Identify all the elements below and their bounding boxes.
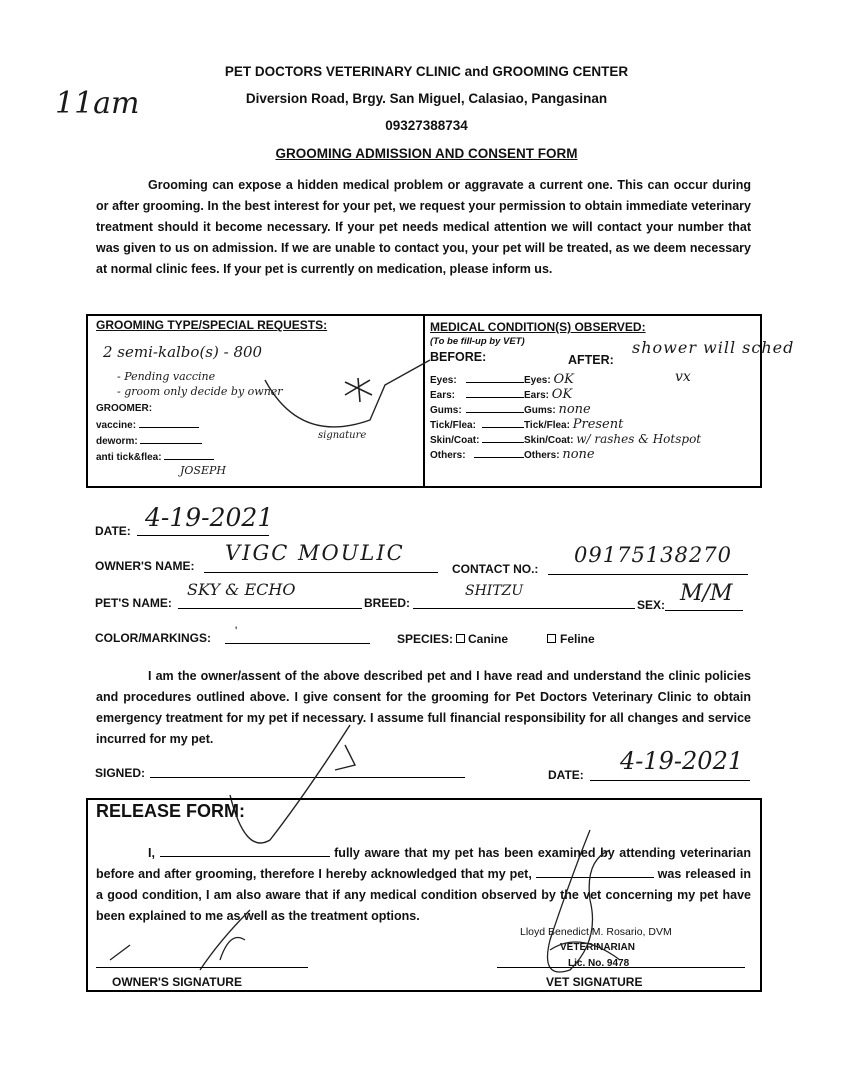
medical-row: Others: Others: none [430, 447, 595, 462]
owner-signature-scribble [100, 900, 260, 980]
deworm-label: deworm: [96, 436, 202, 447]
feline-checkbox[interactable] [547, 634, 556, 643]
breed-value: SHITZU [465, 583, 524, 599]
breed-line [413, 608, 635, 609]
canine-checkbox[interactable] [456, 634, 465, 643]
sex-label: SEX: [637, 598, 666, 612]
medical-row: Skin/Coat: Skin/Coat: w/ rashes & Hotspot [430, 432, 702, 446]
before-label: BEFORE: [430, 350, 487, 364]
contact-line [548, 574, 748, 575]
form-title: GROOMING ADMISSION AND CONSENT FORM [275, 146, 578, 161]
release-title: RELEASE FORM: [96, 801, 246, 821]
grooming-type-title: GROOMING TYPE/SPECIAL REQUESTS: [96, 318, 328, 332]
margin-time-note: 11am [55, 86, 140, 121]
species-label: SPECIES: Canine [397, 632, 509, 646]
date-line [137, 535, 269, 536]
medical-rows [430, 372, 760, 462]
consent-paragraph: I am the owner/assent of the above described pet and I have read and understand the clinic policies and procedures outlined above. I give consent for the grooming for Pet Doctors Veterinary Clinic to obtain emergency treatment for my pet if necessary. I assume full financial responsibility for all changes and service incurred for my pet. [96, 669, 751, 746]
owner-signature-line [96, 967, 308, 968]
after-handwritten-note: shower will sched [632, 338, 795, 357]
owner-signature-label: OWNER'S SIGNATURE [112, 975, 242, 989]
grooming-signature-note: signature [318, 430, 367, 441]
contact-value: 09175138270 [574, 543, 732, 567]
groomer-handwritten: JOSEPH [180, 464, 226, 477]
vet-license: Lic. No. 9478 [568, 958, 630, 969]
medical-title: MEDICAL CONDITION(S) OBSERVED: [430, 320, 646, 334]
color-line [225, 643, 370, 644]
canine-label: Canine [468, 632, 509, 646]
release-text: I, fully aware that my pet has been examined by attending veterinarian before and after grooming, therefore I hereby acknowledged that my pet, was released in a good condition, I am also aware that if any medical condition observed by the vet concerning my pet have been explained to me as well as the treatment options. [96, 846, 751, 923]
medical-row: Gums: Gums: none [430, 402, 591, 417]
others-value: none [562, 447, 595, 462]
after-label: AFTER: [568, 353, 614, 367]
color-value: ' [235, 624, 238, 638]
clinic-phone: 09327388734 [385, 118, 468, 133]
date-value: 4-19-2021 [145, 503, 274, 532]
owner-line [204, 572, 438, 573]
vx-note: vx [675, 369, 691, 385]
grooming-request-2: - Pending vaccine [117, 370, 216, 383]
medical-row: Ears: Ears: OK [430, 387, 573, 402]
sex-line [665, 610, 743, 611]
medical-row: Eyes: Eyes: OK [430, 372, 574, 387]
skincoat-value: w/ rashes & Hotspot [576, 432, 702, 446]
groomer-label: GROOMER: [96, 403, 153, 414]
signed-label: SIGNED: [95, 766, 146, 780]
ears-value: OK [551, 387, 573, 402]
tickflea-value: Present [572, 417, 624, 432]
owner-name-label: OWNER'S NAME: [95, 559, 195, 573]
feline-option [547, 632, 595, 646]
vet-signature-line [497, 967, 745, 968]
intro-paragraph: Grooming can expose a hidden medical problem or aggravate a current one. This can occur during or after grooming. In the best interest for your pet, we request your permission to obtain immediate veterinary treatment should it become necessary. If your pet needs medical attention we will contact your number that was given to us on admission. If we are unable to contact you, your pet will be treated, as we deem necessary at normal clinic fees. If your pet is currently on medication, please inform us. [96, 178, 751, 276]
vet-name: Lloyd Benedict M. Rosario, DVM [520, 926, 672, 938]
clinic-address: Diversion Road, Brgy. San Miguel, Calasiao, Pangasinan [245, 91, 608, 106]
signed-date-value: 4-19-2021 [620, 747, 744, 775]
grooming-request-3: - groom only decide by owner [117, 385, 283, 398]
vet-signature-scribble [530, 820, 650, 990]
medical-subtitle: (To be fill-up by VET) [430, 336, 525, 347]
contact-label: CONTACT NO.: [452, 562, 539, 576]
pet-name-value: SKY & ECHO [187, 580, 296, 599]
signed-date-label: DATE: [548, 768, 584, 782]
signed-date-line [590, 780, 750, 781]
vet-title: VETERINARIAN [560, 942, 636, 953]
feline-label: Feline [560, 632, 595, 646]
gums-value: none [558, 402, 591, 417]
owner-name-value: VIGC MOULIC [225, 541, 405, 565]
scribble-marks [260, 350, 440, 450]
sex-value: M/M [680, 581, 733, 606]
breed-label: BREED: [364, 596, 411, 610]
color-label: COLOR/MARKINGS: [95, 631, 211, 645]
clinic-name: PET DOCTORS VETERINARY CLINIC and GROOMING CENTER [224, 64, 629, 79]
pet-line [178, 608, 362, 609]
eyes-value: OK [553, 372, 574, 387]
pet-name-label: PET'S NAME: [95, 596, 172, 610]
vaccine-label: vaccine: [96, 420, 199, 431]
medical-row: Tick/Flea: Tick/Flea: Present [430, 417, 624, 432]
grooming-request-1: 2 semi-kalbo(s) - 800 [103, 343, 263, 361]
vet-signature-label: VET SIGNATURE [546, 975, 643, 989]
date-label: DATE: [95, 524, 131, 538]
antitick-label: anti tick&flea: [96, 452, 214, 463]
